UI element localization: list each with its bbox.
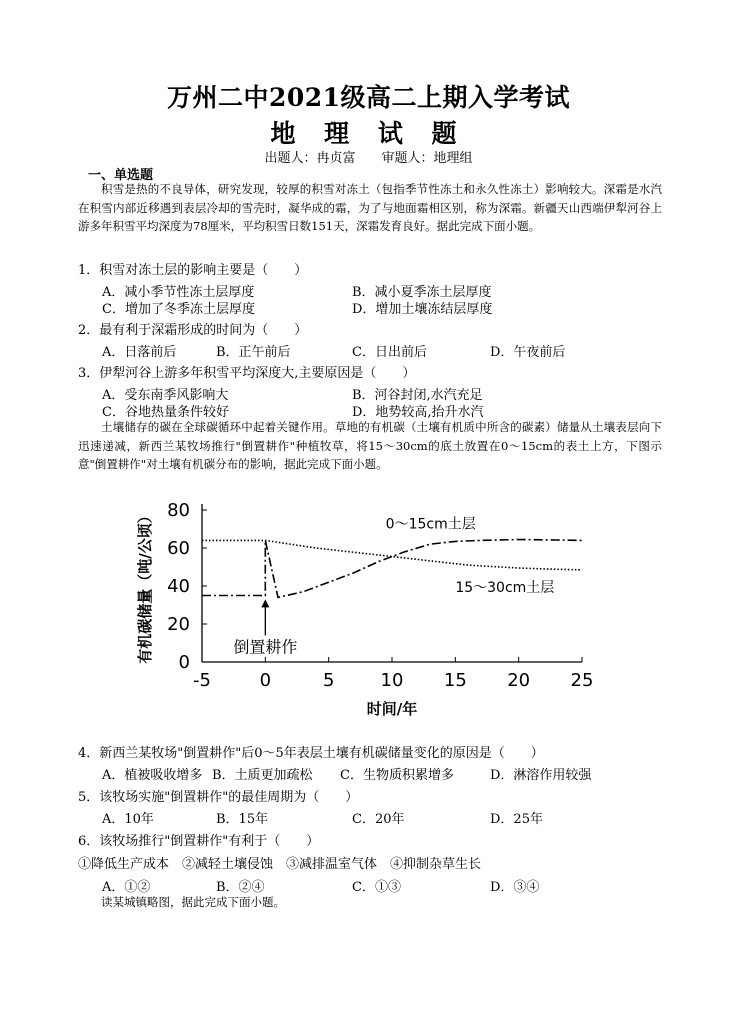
series-label-0: 0～15cm土层 (385, 516, 476, 533)
x-tick-label-2: 5 (322, 670, 335, 691)
passage-soil-carbon: 土壤储存的碳在全球碳循环中起着关键作用。草地的有机碳（土壤有机质中所含的碳素）储量从土壤表层向下迅速递减，新西兰某牧场推行"倒置耕作"种植牧草，将15～30cm的底土放置在0～15cm的表土上方，下图示意"倒置耕作"对土壤有机碳分布的影响，据此完成下面小题。 (78, 420, 662, 471)
x-tick-label-4: 15 (443, 670, 467, 691)
annotation-arrow-head (261, 599, 269, 607)
question-2-option-b: B．正午前后 (216, 345, 291, 360)
question-1-stem: 1．积雪对冻土层的影响主要是（ ） (78, 263, 308, 278)
question-4-option-c: C．生物质积累增多 (340, 768, 454, 783)
question-3-option-d: D．地势较高,抬升水汽 (352, 405, 484, 420)
organic-carbon-chart (120, 492, 620, 722)
question-3-option-b: B．河谷封闭,水汽充足 (352, 388, 483, 403)
question-6-option-b: B．②④ (216, 880, 265, 895)
question-6-option-a: A．①② (102, 880, 151, 895)
x-tick-label-6: 25 (570, 670, 594, 691)
series-label-1: 15～30cm土层 (455, 579, 555, 596)
question-5-option-c: C．20年 (352, 812, 405, 827)
x-tick-label-0: -5 (193, 670, 211, 691)
y-tick-label-0: 0 (178, 652, 190, 673)
passage-town-map: 读某城镇略图，据此完成下面小题。 (101, 895, 285, 909)
y-tick-label-2: 40 (167, 576, 190, 597)
question-5-option-b: B．15年 (216, 812, 269, 827)
annotation-label: 倒置耕作 (233, 637, 298, 657)
section-heading: 一、单选题 (88, 168, 154, 183)
x-tick-label-5: 20 (507, 670, 531, 691)
question-2-option-d: D．午夜前后 (490, 345, 566, 360)
question-6-option-c: C．①③ (352, 880, 401, 895)
question-1-option-a: A．减小季节性冻土层厚度 (102, 285, 255, 300)
question-5-option-a: A．10年 (102, 812, 154, 827)
x-tick-label-1: 0 (259, 670, 272, 691)
y-tick-label-1: 20 (167, 614, 190, 635)
question-1-option-c: C．增加了冬季冻土层厚度 (102, 302, 255, 317)
question-4-option-b: B．土质更加疏松 (212, 768, 313, 783)
question-3-stem: 3．伊犁河谷上游多年积雪平均深度大,主要原因是（ ） (78, 366, 416, 381)
page-subtitle: 地 理 试 题 (270, 119, 467, 148)
y-tick-label-3: 60 (167, 538, 190, 559)
question-5-option-d: D．25年 (490, 812, 543, 827)
series-line-1 (202, 540, 582, 570)
question-6-option-d: D．③④ (490, 880, 540, 895)
question-1-option-b: B．减小夏季冻土层厚度 (352, 285, 492, 300)
question-4-stem: 4．新西兰某牧场"倒置耕作"后0～5年表层土壤有机碳储量变化的原因是（ ） (78, 746, 544, 761)
page-title: 万州二中2021级高二上期入学考试 (166, 83, 571, 112)
question-2-stem: 2．最有利于深霜形成的时间为（ ） (78, 323, 308, 338)
y-axis-label: 有机碳储量（吨/公顷） (136, 508, 154, 664)
x-axis-label: 时间/年 (366, 700, 418, 718)
question-3-option-a: A．受东南季风影响大 (102, 388, 229, 403)
question-4-option-d: D．淋溶作用较强 (490, 768, 592, 783)
x-tick-label-3: 10 (380, 670, 404, 691)
question-1-option-d: D．增加土壤冻结层厚度 (352, 302, 493, 317)
question-6-stem: 6．该牧场推行"倒置耕作"有利于（ ） (78, 834, 320, 849)
question-6-items: ①降低生产成本 ②减轻土壤侵蚀 ③减排温室气体 ④抑制杂草生长 (78, 857, 482, 872)
question-2-option-c: C．日出前后 (352, 345, 427, 360)
passage-snow: 积雪是热的不良导体，研究发现，较厚的积雪对冻土（包指季节性冻土和永久性冻土）影响较大。深霜是水汽在积雪内部近移遇到表层冷却的雪壳时，凝华成的霜，为了与地面霜相区别，称为深霜。新疆天山西端伊犁河谷上游多年积雪平均深度为78厘米，平均积雪日数151天，深霜发育良好。据此完成下面小题。 (78, 182, 662, 233)
question-5-stem: 5．该牧场实施"倒置耕作"的最佳周期为（ ） (78, 790, 359, 805)
question-2-option-a: A．日落前后 (102, 345, 177, 360)
y-tick-label-4: 80 (167, 500, 190, 521)
question-4-option-a: A．植被吸收增多 (102, 768, 203, 783)
authors-line: 出题人：冉贞富 审题人：地理组 (264, 151, 473, 166)
question-3-option-c: C．谷地热量条件较好 (102, 405, 229, 420)
